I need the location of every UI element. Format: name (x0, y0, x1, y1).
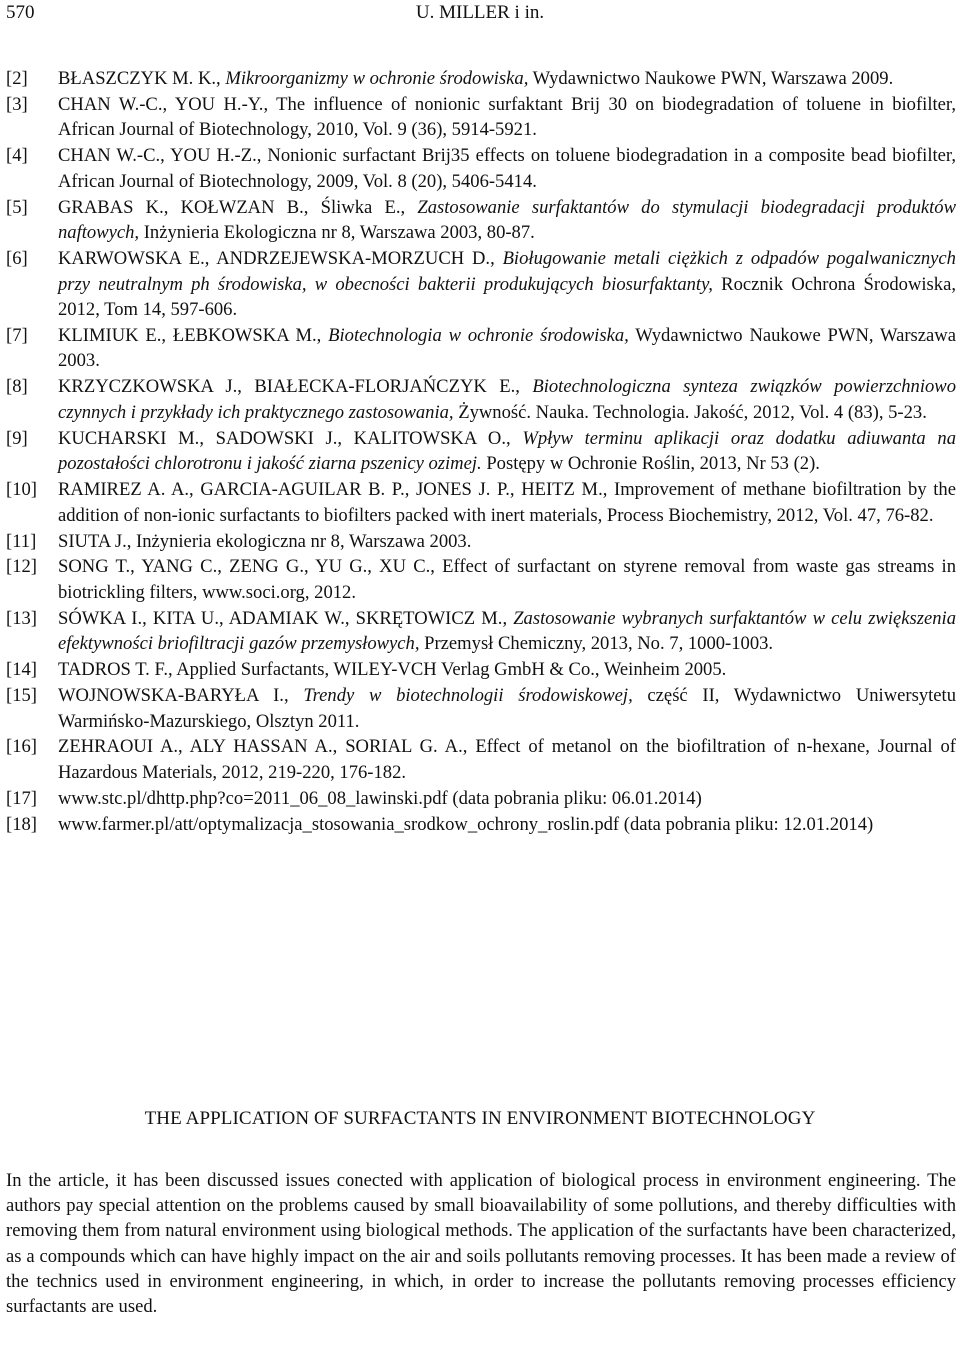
abstract-text: In the article, it has been discussed issues conected with application of biological process in environment engineering. The authors pay special attention on the problems caused by small bioavailability of some pollutions, and thereby difficulties with removing them from natural environment using biological methods. The application of the surfactants have been characterized, as a compounds which can have highly impact on the air and soils pollutants removing processes. It has been made a review of the technics used in environment engineering, in which, in order to increase the pollutants removing processes efficiency surfactants are used. (6, 1170, 956, 1318)
reference-number: [4] (6, 145, 28, 167)
running-head: U. MILLER i in. (415, 2, 545, 23)
reference-number: [13] (6, 607, 37, 629)
reference-segment: ZEHRAOUI A., ALY HASSAN A., SORIAL G. A., Effect of metanol on the biofiltration of n-hexane, Journal of Hazardous Materials, 2012, 219-220, 176-182. (58, 736, 956, 783)
reference-number: [2] (6, 68, 28, 89)
reference-item (6, 812, 956, 838)
reference-number: [6] (6, 248, 28, 270)
reference-segment: Postępy w Ochronie Roślin, 2013, Nr 53 (2). (481, 453, 820, 475)
reference-segment: BŁASZCZYK M. K., (58, 68, 226, 89)
reference-text (58, 197, 956, 244)
reference-text (58, 68, 893, 89)
reference-number: [18] (6, 813, 37, 835)
reference-title: Zastosowanie surfaktantów do stymulacji biodegradacji produktów naftowych, (58, 196, 956, 244)
reference-segment: KUCHARSKI M., SADOWSKI J., KALITOWSKA O., (58, 427, 523, 449)
reference-segment: KARWOWSKA E., ANDRZEJEWSKA-MORZUCH D., (58, 248, 503, 270)
reference-text (58, 145, 956, 192)
reference-item (6, 477, 956, 528)
reference-number: [3] (6, 93, 28, 115)
reference-segment: Przemysł Chemiczny, 2013, No. 7, 1000-1003. (419, 633, 774, 655)
reference-number: [8] (6, 376, 28, 398)
reference-segment: Inżynieria Ekologiczna nr 8, Warszawa 2003, 80-87. (139, 222, 535, 244)
reference-text (58, 479, 956, 526)
reference-title: Bioługowanie metali ciężkich z odpadów pogalwanicznych przy neutralnym ph środowiska, w obecności bakterii produkujących biosurfaktanty, (58, 248, 956, 295)
reference-item (6, 683, 956, 734)
reference-text (58, 428, 956, 475)
reference-item (6, 374, 956, 425)
reference-title: Trendy w biotechnologii środowiskowej, (303, 685, 633, 707)
reference-item (6, 92, 956, 143)
reference-title: Biotechnologia w ochronie środowiska, (328, 324, 629, 346)
reference-text (58, 659, 726, 680)
reference-text (58, 376, 956, 423)
reference-text (58, 94, 956, 141)
reference-item (6, 195, 956, 246)
reference-segment: KRZYCZKOWSKA J., BIAŁECKA-FLORJAŃCZYK E., (58, 376, 533, 398)
reference-title: Biotechnologiczna synteza związków powierzchniowo czynnych i przykłady ich praktycznego zastosowania, (58, 376, 956, 423)
reference-number: [11] (6, 530, 37, 552)
reference-segment: Wydawnictwo Naukowe PWN, Warszawa 2003. (58, 324, 956, 372)
reference-number: [15] (6, 685, 37, 707)
reference-segment: SIUTA J., Inżynieria ekologiczna nr 8, Warszawa 2003. (58, 530, 472, 552)
reference-text (58, 814, 873, 835)
page-header (6, 2, 954, 32)
reference-segment: KLIMIUK E., ŁEBKOWSKA M., (58, 324, 329, 346)
reference-number: [16] (6, 736, 37, 758)
reference-segment: CHAN W.-C., YOU H.-Z., Nonionic surfactant Brij35 effects on toluene biodegradation in a composite bead biofilter, African Journal of Biotechnology, 2009, Vol. 8 (20), 5406-5414. (58, 145, 956, 192)
reference-text (58, 788, 702, 809)
reference-number: [10] (6, 479, 37, 501)
reference-segment: CHAN W.-C., YOU H.-Y., The influence of nonionic surfaktant Brij 30 on biodegradation of toluene in biofilter, African Journal of Biotechnology, 2010, Vol. 9 (36), 5914-5921. (58, 93, 956, 141)
reference-title: Zastosowanie wybranych surfaktantów w celu zwiększenia efektywności briofiltracji gazów przemysłowych, (58, 607, 956, 655)
reference-title: Wpływ terminu aplikacji oraz dodatku adiuwanta na pozostałości chlorotronu i jakość ziarna pszenicy ozimej. (58, 427, 956, 475)
reference-text (58, 556, 956, 603)
reference-item (6, 786, 956, 812)
reference-text (58, 248, 956, 320)
reference-item (6, 657, 956, 683)
reference-segment: www.farmer.pl/att/optymalizacja_stosowania_srodkow_ochrony_roslin.pdf (data pobrania pliku: 12.01.2014) (58, 813, 874, 835)
reference-item (6, 66, 956, 92)
reference-segment: Żywność. Nauka. Technologia. Jakość, 2012, Vol. 4 (83), 5-23. (453, 401, 927, 423)
reference-item (6, 606, 956, 657)
reference-list (6, 66, 956, 838)
reference-segment: SÓWKA I., KITA U., ADAMIAK W., SKRĘTOWICZ M., (58, 607, 514, 629)
reference-item (6, 246, 956, 323)
abstract-title: THE APPLICATION OF SURFACTANTS IN ENVIRONMENT BIOTECHNOLOGY (144, 1108, 816, 1129)
reference-text (58, 531, 471, 552)
reference-title: Mikroorganizmy w ochronie środowiska, (225, 68, 529, 89)
reference-text (58, 325, 956, 372)
reference-item (6, 426, 956, 477)
reference-number: [5] (6, 196, 28, 218)
reference-text (58, 608, 956, 655)
reference-number: [17] (6, 787, 37, 809)
reference-item (6, 554, 956, 605)
reference-number: [14] (6, 659, 37, 681)
reference-segment: www.stc.pl/dhttp.php?co=2011_06_08_lawinski.pdf (data pobrania pliku: 06.01.2014) (58, 787, 702, 809)
reference-text (58, 736, 956, 783)
reference-item (6, 734, 956, 785)
reference-segment: SONG T., YANG C., ZENG G., YU G., XU C., Effect of surfactant on styrene removal from waste gas streams in biotrickling filters, www.soci.org, 2012. (58, 556, 956, 603)
reference-text (58, 685, 956, 732)
reference-number: [9] (6, 427, 28, 449)
reference-segment: GRABAS K., KOŁWZAN B., Śliwka E., (58, 196, 418, 218)
reference-segment: Rocznik Ochrona Środowiska, 2012, Tom 14, 597-606. (58, 273, 956, 321)
reference-number: [7] (6, 324, 28, 346)
reference-segment: RAMIREZ A. A., GARCIA-AGUILAR B. P., JONES J. P., HEITZ M., Improvement of methane biofiltration by the addition of non-ionic surfactants to biofilters packed with inert materials, Process Biochemistry, 2012, Vol. 47, 76-82. (58, 479, 956, 526)
reference-segment: część II, Wydawnictwo Uniwersytetu Warmińsko-Mazurskiego, Olsztyn 2011. (58, 685, 956, 732)
reference-item (6, 529, 956, 555)
reference-segment: Wydawnictwo Naukowe PWN, Warszawa 2009. (528, 68, 894, 89)
reference-item (6, 323, 956, 374)
reference-segment: TADROS T. F., Applied Surfactants, WILEY-VCH Verlag GmbH & Co., Weinheim 2005. (58, 659, 727, 681)
reference-number: [12] (6, 556, 37, 578)
reference-item (6, 143, 956, 194)
reference-segment: WOJNOWSKA-BARYŁA I., (58, 685, 304, 707)
page-number: 570 (6, 2, 35, 23)
